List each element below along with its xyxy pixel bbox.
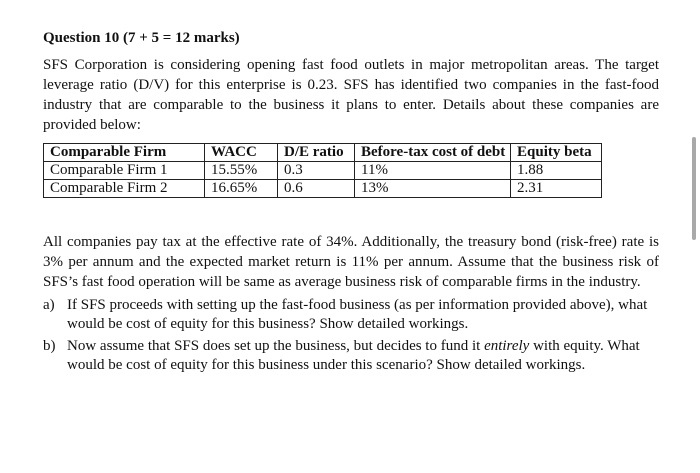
table-cell: Comparable Firm 1 — [44, 162, 205, 180]
table-cell: 1.88 — [511, 162, 602, 180]
part-text-start: Now assume that SFS does set up the business, but decides to fund it — [67, 338, 485, 354]
table-cell: 15.55% — [205, 162, 278, 180]
intro-paragraph: SFS Corporation is considering opening fast food outlets in major metropolitan areas. The target leverage ratio (D/V) for this enterprise is 0.23. SFS has identified two companies in the fast-food industry that are comparable to the business it plans to enter. Details about these companies are provided below: — [43, 57, 659, 133]
column-header: Comparable Firm — [44, 144, 205, 162]
table-header-row — [44, 144, 602, 162]
part-marker: a) — [43, 297, 55, 313]
table-cell: 11% — [355, 162, 511, 180]
column-header: WACC — [205, 144, 278, 162]
assumptions-paragraph: All companies pay tax at the effective rate of 34%. Additionally, the treasury bond (risk-free) rate is 3% per annum and the expected market return is 11% per annum. Assume that the business risk of SFS’s fast food operation will be same as average business risk of comparable firms in the industry. — [43, 234, 659, 290]
table-cell: 0.6 — [278, 180, 355, 198]
scrollbar-thumb[interactable] — [692, 137, 696, 240]
table-row — [44, 162, 602, 180]
table-row — [44, 180, 602, 198]
column-header: Equity beta — [511, 144, 602, 162]
part-text-emphasis: entirely — [484, 338, 530, 354]
table-cell: Comparable Firm 2 — [44, 180, 205, 198]
comparable-firms-table — [43, 143, 602, 198]
table-cell: 0.3 — [278, 162, 355, 180]
question-part-a — [43, 296, 659, 334]
part-text-end: with equity. What would be cost of equity for this business under this scenario? Show detailed workings. — [67, 338, 640, 373]
column-header: Before-tax cost of debt — [355, 144, 511, 162]
part-text: If SFS proceeds with setting up the fast-food business (as per information provided above), what would be cost of equity for this business? Show detailed workings. — [67, 297, 648, 332]
part-marker: b) — [43, 338, 56, 354]
table-cell: 13% — [355, 180, 511, 198]
part-text — [67, 337, 659, 375]
table-cell: 16.65% — [205, 180, 278, 198]
table-cell: 2.31 — [511, 180, 602, 198]
question-part-b — [43, 337, 659, 375]
column-header: D/E ratio — [278, 144, 355, 162]
question-title: Question 10 (7 + 5 = 12 marks) — [43, 30, 240, 46]
